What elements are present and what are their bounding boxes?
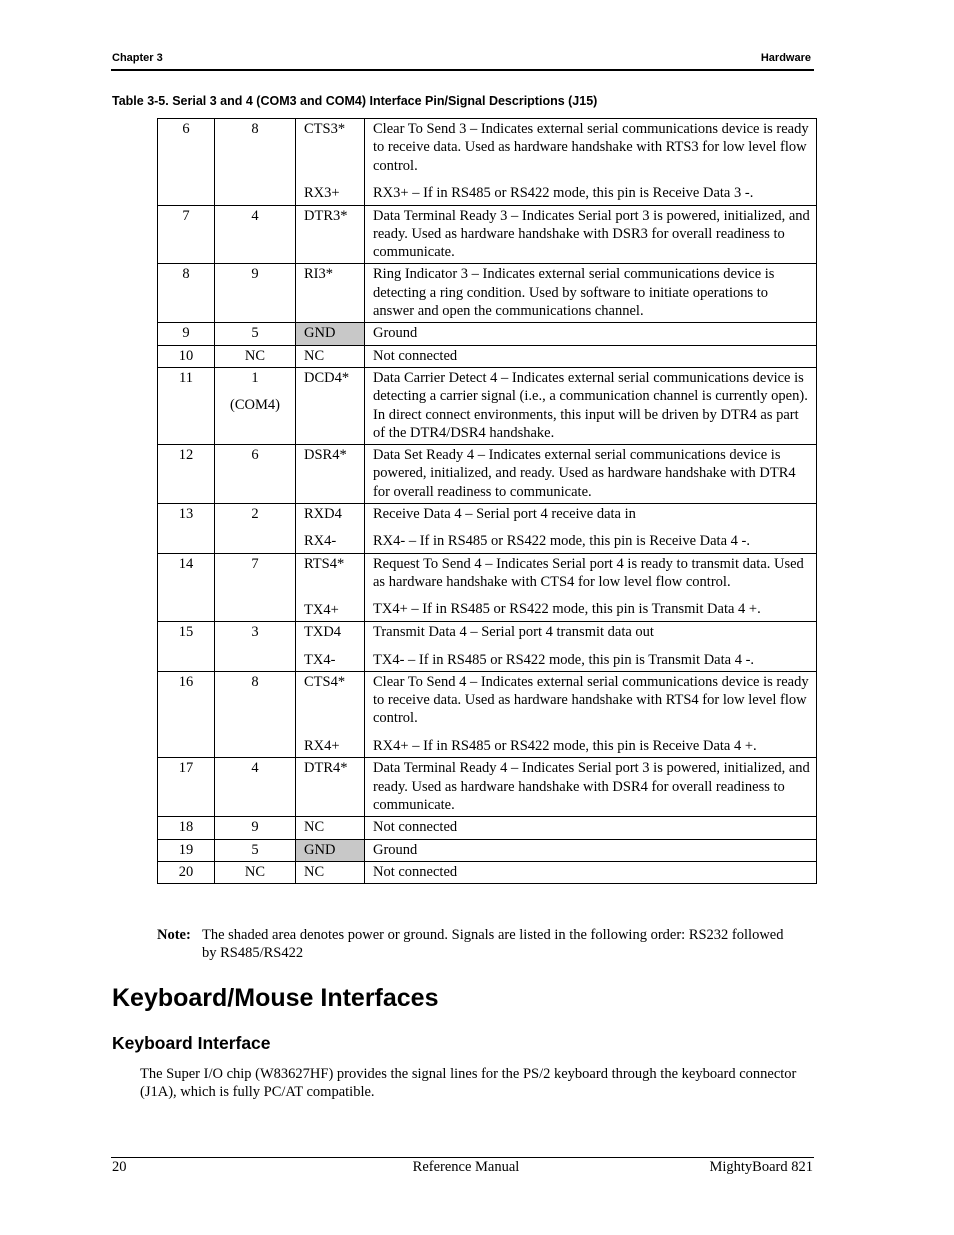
- com-pin-number: 8: [251, 673, 259, 690]
- table-row: [158, 817, 817, 839]
- com-pin-cell: [215, 553, 296, 622]
- table-row: [158, 553, 817, 622]
- signal-cell: [296, 205, 365, 264]
- com-pin-cell: [215, 119, 296, 206]
- com-pin-number: 4: [251, 207, 259, 224]
- table-row: [158, 345, 817, 367]
- table-row: [158, 205, 817, 264]
- com-pin-cell: [215, 205, 296, 264]
- signal-name: DTR4*: [304, 760, 348, 777]
- footer-product-name: MightyBoard 821: [709, 1159, 813, 1175]
- signal-name: NC: [304, 819, 325, 836]
- signal-description: Receive Data 4 – Serial port 4 receive data in: [373, 506, 636, 523]
- alt-signal-name: RX3+: [304, 185, 340, 202]
- description-cell: [365, 323, 817, 345]
- com-pin-number: 5: [251, 841, 259, 858]
- table-row: [158, 323, 817, 345]
- body-paragraph: The Super I/O chip (W83627HF) provides the signal lines for the PS/2 keyboard through the keyboard connector (J1A), which is fully PC/AT compatible.: [140, 1066, 797, 1101]
- pin-cell: [158, 345, 215, 367]
- com-pin-cell: [215, 758, 296, 817]
- j15-pin-number: 18: [178, 819, 194, 836]
- com-pin-number: 5: [251, 325, 259, 342]
- pin-signal-table: [157, 118, 817, 884]
- pin-cell: [158, 445, 215, 504]
- table-row: [158, 504, 817, 554]
- pin-cell: [158, 553, 215, 622]
- signal-description: Ground: [373, 325, 418, 342]
- signal-description: Data Set Ready 4 – Indicates external serial communications device is powered, initialized, and ready. Used as hardware handshake with DTR4 for overall readiness to communicate.: [373, 447, 796, 500]
- table-note: [157, 926, 797, 963]
- description-cell: [365, 445, 817, 504]
- j15-pin-number: 12: [178, 447, 194, 464]
- com-pin-cell: [215, 323, 296, 345]
- pin-cell: [158, 622, 215, 672]
- footer-document-title: Reference Manual: [412, 1159, 520, 1175]
- com-pin-cell: [215, 817, 296, 839]
- pin-cell: [158, 504, 215, 554]
- table-row: [158, 622, 817, 672]
- j15-pin-number: 7: [182, 207, 190, 224]
- com-pin-cell: [215, 839, 296, 861]
- note-text: The shaded area denotes power or ground. Signals are listed in the following order: RS232 followed by RS485/RS422: [202, 927, 784, 962]
- description-cell: [365, 622, 817, 672]
- description-cell: [365, 671, 817, 758]
- description-cell: [365, 205, 817, 264]
- description-cell: [365, 264, 817, 323]
- running-header-section: Hardware: [760, 52, 811, 64]
- alt-signal-name: TX4-: [304, 651, 336, 668]
- signal-description: Not connected: [373, 819, 458, 836]
- com-pin-number: 7: [251, 555, 259, 572]
- signal-description: Not connected: [373, 863, 458, 880]
- alt-signal-description: RX3+ – If in RS485 or RS422 mode, this pin is Receive Data 3 -.: [373, 184, 754, 201]
- signal-cell: [296, 553, 365, 622]
- com-port-label: (COM4): [230, 397, 280, 414]
- signal-name: DSR4*: [304, 447, 347, 464]
- alt-signal-name: RX4-: [304, 533, 337, 550]
- description-cell: [365, 345, 817, 367]
- pin-cell: [158, 671, 215, 758]
- com-pin-number: 9: [251, 819, 259, 836]
- j15-pin-number: 19: [178, 841, 194, 858]
- subsection-title: Keyboard Interface: [112, 1033, 271, 1053]
- pin-cell: [158, 758, 215, 817]
- table-row: [158, 264, 817, 323]
- j15-pin-number: 15: [178, 624, 194, 641]
- description-cell: [365, 839, 817, 861]
- signal-description: Data Terminal Ready 4 – Indicates Serial port 3 is powered, initialized, and ready. Used as hardware handshake with DSR4 for overall readiness to communicate.: [373, 760, 810, 814]
- j15-pin-number: 6: [182, 121, 190, 137]
- pin-cell: [158, 839, 215, 861]
- com-pin-cell: [215, 445, 296, 504]
- signal-cell: [296, 264, 365, 323]
- pin-cell: [158, 205, 215, 264]
- signal-description: Request To Send 4 – Indicates Serial port 4 is ready to transmit data. Used as hardware handshake with CTS4 for low level flow control.: [373, 555, 804, 590]
- com-pin-number: 6: [251, 447, 259, 464]
- note-label: Note:: [157, 927, 191, 943]
- signal-description: Data Carrier Detect 4 – Indicates external serial communications device is detecting a carrier signal (i.e., a communication channel is currently open). In direct connect environments, this input will be driven by DTR4 as part of the DTR4/DSR4 handshake.: [373, 369, 808, 441]
- j15-pin-number: 16: [178, 673, 194, 690]
- signal-name: RXD4: [304, 506, 342, 523]
- signal-name: DCD4*: [304, 369, 350, 386]
- signal-name: CTS4*: [304, 673, 346, 690]
- table-row: [158, 367, 817, 444]
- com-pin-number: 3: [251, 624, 259, 641]
- description-cell: [365, 367, 817, 444]
- signal-description: Transmit Data 4 – Serial port 4 transmit data out: [373, 624, 654, 641]
- com-pin-cell: [215, 264, 296, 323]
- pin-cell: [158, 861, 215, 883]
- signal-cell: [296, 817, 365, 839]
- com-pin-number: 8: [251, 121, 259, 137]
- signal-cell: [296, 367, 365, 444]
- signal-cell: [296, 758, 365, 817]
- signal-cell: [296, 622, 365, 672]
- com-pin-cell: [215, 861, 296, 883]
- j15-pin-number: 8: [182, 266, 190, 283]
- com-pin-cell: [215, 367, 296, 444]
- page-number: 20: [112, 1159, 127, 1175]
- j15-pin-number: 9: [182, 325, 190, 342]
- alt-signal-description: TX4+ – If in RS485 or RS422 mode, this pin is Transmit Data 4 +.: [373, 601, 761, 618]
- signal-name: DTR3*: [304, 207, 348, 224]
- alt-signal-description: TX4- – If in RS485 or RS422 mode, this pin is Transmit Data 4 -.: [373, 651, 755, 668]
- table-row: [158, 758, 817, 817]
- signal-description: Clear To Send 4 – Indicates external serial communications device is ready to receive data. Used as hardware handshake with RTS4 for low level flow control.: [373, 673, 809, 727]
- description-cell: [365, 817, 817, 839]
- com-pin-number: NC: [244, 347, 266, 364]
- j15-pin-number: 11: [179, 369, 193, 386]
- pin-cell: [158, 264, 215, 323]
- alt-signal-description: RX4- – If in RS485 or RS422 mode, this pin is Receive Data 4 -.: [373, 533, 750, 550]
- com-pin-cell: [215, 671, 296, 758]
- com-pin-number: 9: [251, 266, 259, 283]
- com-pin-number: 1: [251, 369, 259, 386]
- com-pin-number: 4: [251, 760, 259, 777]
- signal-cell: [296, 861, 365, 883]
- header-rule: [111, 69, 814, 71]
- description-cell: [365, 553, 817, 622]
- signal-cell: [296, 345, 365, 367]
- signal-cell: [296, 119, 365, 206]
- com-pin-cell: [215, 345, 296, 367]
- signal-name: GND: [304, 841, 336, 858]
- signal-name: CTS3*: [304, 121, 346, 137]
- signal-cell: [296, 839, 365, 861]
- signal-cell: [296, 323, 365, 345]
- table-row: [158, 445, 817, 504]
- com-pin-number: NC: [244, 863, 266, 880]
- com-pin-cell: [215, 622, 296, 672]
- alt-signal-description: RX4+ – If in RS485 or RS422 mode, this pin is Receive Data 4 +.: [373, 737, 757, 754]
- table-row: [158, 839, 817, 861]
- j15-pin-number: 17: [178, 760, 194, 777]
- signal-cell: [296, 671, 365, 758]
- footer-rule: [111, 1157, 814, 1158]
- j15-pin-number: 20: [178, 863, 194, 880]
- pin-cell: [158, 367, 215, 444]
- signal-description: Ground: [373, 841, 418, 858]
- signal-description: Not connected: [373, 347, 458, 364]
- signal-name: GND: [304, 325, 336, 342]
- signal-name: NC: [304, 347, 325, 364]
- pin-cell: [158, 323, 215, 345]
- com-pin-cell: [215, 504, 296, 554]
- signal-cell: [296, 504, 365, 554]
- signal-name: RI3*: [304, 266, 333, 283]
- signal-name: RTS4*: [304, 555, 345, 572]
- com-pin-number: 2: [251, 506, 259, 523]
- description-cell: [365, 758, 817, 817]
- signal-description: Clear To Send 3 – Indicates external serial communications device is ready to receive data. Used as hardware handshake with RTS3 for low level flow control.: [373, 121, 809, 174]
- j15-pin-number: 14: [178, 555, 194, 572]
- j15-pin-number: 13: [178, 506, 194, 523]
- table-row: [158, 119, 817, 206]
- signal-description: Ring Indicator 3 – Indicates external serial communications device is detecting a ring condition. Used by software to initiate operations to answer and open the communications channel.: [373, 266, 775, 320]
- table-caption: Table 3-5. Serial 3 and 4 (COM3 and COM4) Interface Pin/Signal Descriptions (J15): [112, 94, 598, 108]
- running-header-chapter: Chapter 3: [112, 52, 163, 64]
- pin-cell: [158, 119, 215, 206]
- description-cell: [365, 861, 817, 883]
- signal-name: NC: [304, 863, 325, 880]
- description-cell: [365, 504, 817, 554]
- description-cell: [365, 119, 817, 206]
- signal-description: Data Terminal Ready 3 – Indicates Serial port 3 is powered, initialized, and ready. Used as hardware handshake with DSR3 for overall readiness to communicate.: [373, 207, 810, 261]
- signal-cell: [296, 445, 365, 504]
- table-row: [158, 861, 817, 883]
- alt-signal-name: TX4+: [304, 601, 339, 618]
- pin-cell: [158, 817, 215, 839]
- table-row: [158, 671, 817, 758]
- signal-name: TXD4: [304, 624, 342, 641]
- j15-pin-number: 10: [178, 347, 194, 364]
- alt-signal-name: RX4+: [304, 738, 340, 755]
- section-title: Keyboard/Mouse Interfaces: [112, 984, 439, 1012]
